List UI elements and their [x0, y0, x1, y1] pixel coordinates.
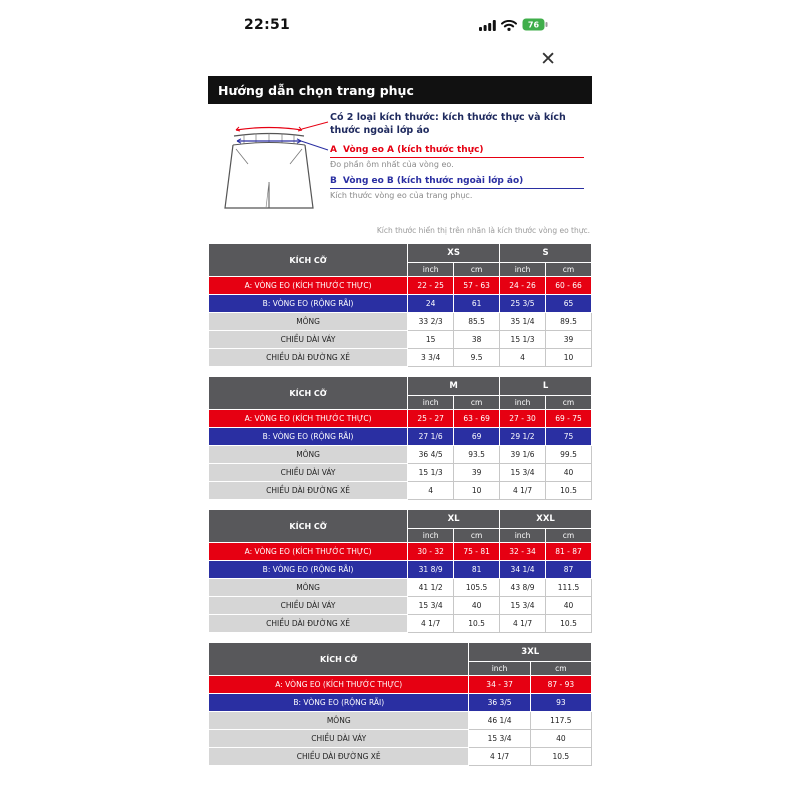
value-cell: 10 — [454, 482, 500, 500]
table-row — [209, 428, 592, 446]
table-row — [209, 295, 592, 313]
size-table-corner: KÍCH CỠ — [209, 244, 408, 277]
wifi-icon — [501, 16, 517, 35]
close-icon[interactable]: ✕ — [540, 47, 556, 70]
value-cell: 81 - 87 — [546, 543, 592, 561]
table-row — [209, 331, 592, 349]
size-header: XXL — [500, 510, 592, 529]
row-label: CHIỀU DÀI VÁY — [209, 730, 469, 748]
unit-header: cm — [454, 529, 500, 543]
row-label: B: VÒNG EO (RỘNG RÃI) — [209, 428, 408, 446]
value-cell: 22 - 25 — [408, 277, 454, 295]
value-cell: 4 1/7 — [500, 615, 546, 633]
value-cell: 39 — [454, 464, 500, 482]
value-cell: 89.5 — [546, 313, 592, 331]
unit-header: cm — [530, 662, 591, 676]
measure-a-letter: A — [330, 144, 337, 155]
row-label: A: VÒNG EO (KÍCH THƯỚC THỰC) — [209, 410, 408, 428]
size-header: L — [500, 377, 592, 396]
unit-header: cm — [454, 396, 500, 410]
size-header: S — [500, 244, 592, 263]
value-cell: 36 4/5 — [408, 446, 454, 464]
value-cell: 65 — [546, 295, 592, 313]
row-label: B: VÒNG EO (RỘNG RÃI) — [209, 694, 469, 712]
value-cell: 4 — [408, 482, 454, 500]
row-label: A: VÒNG EO (KÍCH THƯỚC THỰC) — [209, 277, 408, 295]
table-row — [209, 277, 592, 295]
value-cell: 4 1/7 — [469, 748, 530, 766]
row-label: MÔNG — [209, 313, 408, 331]
value-cell: 4 — [500, 349, 546, 367]
row-label: CHIỀU DÀI VÁY — [209, 331, 408, 349]
row-label: A: VÒNG EO (KÍCH THƯỚC THỰC) — [209, 543, 408, 561]
value-cell: 99.5 — [546, 446, 592, 464]
row-label: CHIỀU DÀI VÁY — [209, 597, 408, 615]
status-bar — [208, 8, 592, 42]
value-cell: 10.5 — [454, 615, 500, 633]
value-cell: 39 1/6 — [500, 446, 546, 464]
measure-b-label: B Vòng eo B (kích thước ngoài lớp áo) — [330, 176, 584, 189]
table-row — [209, 543, 592, 561]
table-row — [209, 676, 592, 694]
value-cell: 87 - 93 — [530, 676, 591, 694]
value-cell: 57 - 63 — [454, 277, 500, 295]
row-label: CHIỀU DÀI ĐƯỜNG XẺ — [209, 349, 408, 367]
measure-b-description: Kích thước vòng eo của trang phục. — [330, 191, 473, 201]
row-label: CHIỀU DÀI ĐƯỜNG XẺ — [209, 748, 469, 766]
value-cell: 15 1/3 — [500, 331, 546, 349]
table-row — [209, 313, 592, 331]
value-cell: 40 — [530, 730, 591, 748]
value-cell: 34 1/4 — [500, 561, 546, 579]
value-cell: 15 3/4 — [500, 597, 546, 615]
unit-header: inch — [469, 662, 530, 676]
value-cell: 40 — [546, 597, 592, 615]
table-row — [209, 694, 592, 712]
value-cell: 27 - 30 — [500, 410, 546, 428]
value-cell: 10.5 — [530, 748, 591, 766]
value-cell: 69 — [454, 428, 500, 446]
table-row — [209, 748, 592, 766]
table-row — [209, 464, 592, 482]
value-cell: 24 - 26 — [500, 277, 546, 295]
value-cell: 10.5 — [546, 482, 592, 500]
value-cell: 4 1/7 — [500, 482, 546, 500]
value-cell: 87 — [546, 561, 592, 579]
value-cell: 33 2/3 — [408, 313, 454, 331]
size-table-corner: KÍCH CỠ — [209, 643, 469, 676]
value-cell: 25 - 27 — [408, 410, 454, 428]
value-cell: 75 - 81 — [454, 543, 500, 561]
size-header: 3XL — [469, 643, 592, 662]
unit-header: inch — [500, 529, 546, 543]
measure-b-block — [330, 176, 584, 201]
value-cell: 46 1/4 — [469, 712, 530, 730]
cellular-signal-icon — [479, 16, 496, 35]
value-cell: 15 3/4 — [469, 730, 530, 748]
table-row — [209, 561, 592, 579]
size-table-3xl — [208, 642, 592, 766]
value-cell: 117.5 — [530, 712, 591, 730]
value-cell: 3 3/4 — [408, 349, 454, 367]
table-row — [209, 349, 592, 367]
size-header: XL — [408, 510, 500, 529]
unit-header: cm — [546, 529, 592, 543]
row-label: CHIỀU DÀI ĐƯỜNG XẺ — [209, 615, 408, 633]
size-guide-sheet — [208, 0, 592, 766]
value-cell: 69 - 75 — [546, 410, 592, 428]
value-cell: 93.5 — [454, 446, 500, 464]
status-time: 22:51 — [244, 17, 291, 33]
row-label: CHIỀU DÀI ĐƯỜNG XẺ — [209, 482, 408, 500]
value-cell: 30 - 32 — [408, 543, 454, 561]
unit-header: inch — [408, 396, 454, 410]
unit-header: inch — [500, 396, 546, 410]
measure-a-description: Đo phần ôm nhất của vòng eo. — [330, 159, 454, 169]
value-cell: 85.5 — [454, 313, 500, 331]
table-row — [209, 410, 592, 428]
size-table-corner: KÍCH CỠ — [209, 377, 408, 410]
table-row — [209, 482, 592, 500]
size-header: M — [408, 377, 500, 396]
value-cell: 31 8/9 — [408, 561, 454, 579]
value-cell: 93 — [530, 694, 591, 712]
value-cell: 75 — [546, 428, 592, 446]
value-cell: 81 — [454, 561, 500, 579]
unit-header: cm — [546, 263, 592, 277]
measurement-guide-section — [208, 112, 592, 224]
row-label: MÔNG — [209, 712, 469, 730]
size-label-note: Kích thước hiển thị trên nhãn là kích thước vòng eo thực. — [376, 226, 590, 235]
value-cell: 27 1/6 — [408, 428, 454, 446]
value-cell: 29 1/2 — [500, 428, 546, 446]
unit-header: inch — [408, 263, 454, 277]
value-cell: 15 — [408, 331, 454, 349]
row-label: MÔNG — [209, 446, 408, 464]
row-label: B: VÒNG EO (RỘNG RÃI) — [209, 561, 408, 579]
value-cell: 4 1/7 — [408, 615, 454, 633]
value-cell: 61 — [454, 295, 500, 313]
value-cell: 105.5 — [454, 579, 500, 597]
size-table-m-l — [208, 376, 592, 500]
row-label: B: VÒNG EO (RỘNG RÃI) — [209, 295, 408, 313]
value-cell: 39 — [546, 331, 592, 349]
unit-header: inch — [500, 263, 546, 277]
value-cell: 43 8/9 — [500, 579, 546, 597]
row-label: CHIỀU DÀI VÁY — [209, 464, 408, 482]
measurement-guide-text — [330, 112, 586, 224]
value-cell: 25 3/5 — [500, 295, 546, 313]
value-cell: 32 - 34 — [500, 543, 546, 561]
value-cell: 40 — [546, 464, 592, 482]
unit-header: cm — [454, 263, 500, 277]
value-cell: 41 1/2 — [408, 579, 454, 597]
row-label: MÔNG — [209, 579, 408, 597]
value-cell: 38 — [454, 331, 500, 349]
value-cell: 63 - 69 — [454, 410, 500, 428]
measure-a-label: A Vòng eo A (kích thước thực) — [330, 145, 584, 158]
value-cell: 15 1/3 — [408, 464, 454, 482]
value-cell: 15 3/4 — [500, 464, 546, 482]
value-cell: 34 - 37 — [469, 676, 530, 694]
value-cell: 111.5 — [546, 579, 592, 597]
table-row — [209, 446, 592, 464]
measure-b-letter: B — [330, 176, 337, 187]
battery-percent-text: 76 — [527, 20, 540, 29]
value-cell: 9.5 — [454, 349, 500, 367]
size-header: XS — [408, 244, 500, 263]
value-cell: 36 3/5 — [469, 694, 530, 712]
guide-title-bar — [208, 76, 592, 104]
table-row — [209, 597, 592, 615]
status-icons — [479, 16, 548, 35]
size-table-corner: KÍCH CỠ — [209, 510, 408, 543]
value-cell: 60 - 66 — [546, 277, 592, 295]
table-row — [209, 730, 592, 748]
table-row — [209, 579, 592, 597]
size-table-xs-s — [208, 243, 592, 367]
size-tables — [208, 243, 592, 766]
value-cell: 24 — [408, 295, 454, 313]
value-cell: 35 1/4 — [500, 313, 546, 331]
guide-title: Hướng dẫn chọn trang phục — [218, 82, 414, 98]
guide-intro: Có 2 loại kích thước: kích thước thực và kích thước ngoài lớp áo — [330, 112, 566, 136]
garment-diagram — [208, 112, 330, 224]
table-row — [209, 615, 592, 633]
table-row — [209, 712, 592, 730]
sheet-header — [208, 42, 592, 76]
unit-header: inch — [408, 529, 454, 543]
value-cell: 10 — [546, 349, 592, 367]
value-cell: 40 — [454, 597, 500, 615]
row-label: A: VÒNG EO (KÍCH THƯỚC THỰC) — [209, 676, 469, 694]
value-cell: 10.5 — [546, 615, 592, 633]
unit-header: cm — [546, 396, 592, 410]
size-table-xl-xxl — [208, 509, 592, 633]
measure-a-block — [330, 145, 584, 170]
battery-icon — [522, 16, 548, 35]
value-cell: 15 3/4 — [408, 597, 454, 615]
